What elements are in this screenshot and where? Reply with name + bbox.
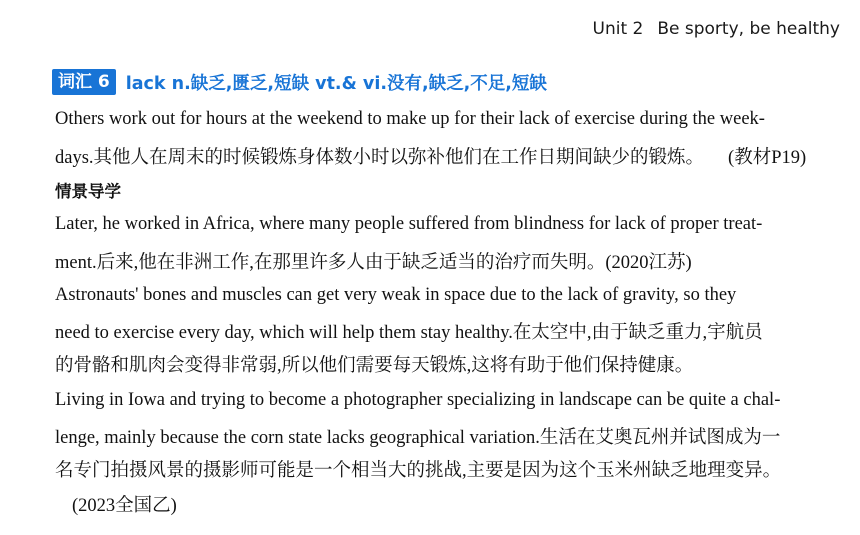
vocab-headword: lack n.缺乏,匮乏,短缺 vt.& vi.没有,缺乏,不足,短缺 [125,73,547,94]
textbook-example-text: days.其他人在周末的时候锻炼身体数小时以弥补他们在工作日期间缺少的锻炼。 [55,148,705,168]
example-2-line-2: need to exercise every day, which will help them stay healthy.在太空中,由于缺乏重力,宇航员 [55,323,763,343]
textbook-example-line-2 [55,143,806,169]
example-2-line-1: Astronauts' bones and muscles can get very weak in space due to the lack of gravity, so they [55,285,737,305]
textbook-example-line-1: Others work out for hours at the weekend to make up for their lack of exercise during the week- [55,109,765,129]
unit-title: Be sporty, be healthy [657,19,840,39]
section-heading: 情景导学 [55,182,121,201]
textbook-source: (教材P19) [728,148,807,168]
example-3-source: (2023全国乙) [72,496,177,516]
vocab-entry [52,68,547,96]
example-2-line-3: 的骨骼和肌肉会变得非常弱,所以他们需要每天锻炼,这将有助于他们保持健康。 [55,356,694,376]
example-1-line-2: ment.后来,他在非洲工作,在那里许多人由于缺乏适当的治疗而失明。(2020江苏) [55,253,692,273]
example-3-line-2: lenge, mainly because the corn state lacks geographical variation.生活在艾奥瓦州并试图成为一 [55,428,781,448]
vocab-tag: 词汇 6 [52,69,116,95]
example-1-line-1: Later, he worked in Africa, where many people suffered from blindness for lack of proper treat- [55,214,763,234]
unit-number: Unit 2 [592,19,644,39]
example-3-line-3: 名专门拍摄风景的摄影师可能是一个相当大的挑战,主要是因为这个玉米州缺乏地理变异。 [55,461,782,481]
unit-header [593,19,840,39]
example-3-line-1: Living in Iowa and trying to become a photographer specializing in landscape can be quite a chal- [55,390,781,410]
